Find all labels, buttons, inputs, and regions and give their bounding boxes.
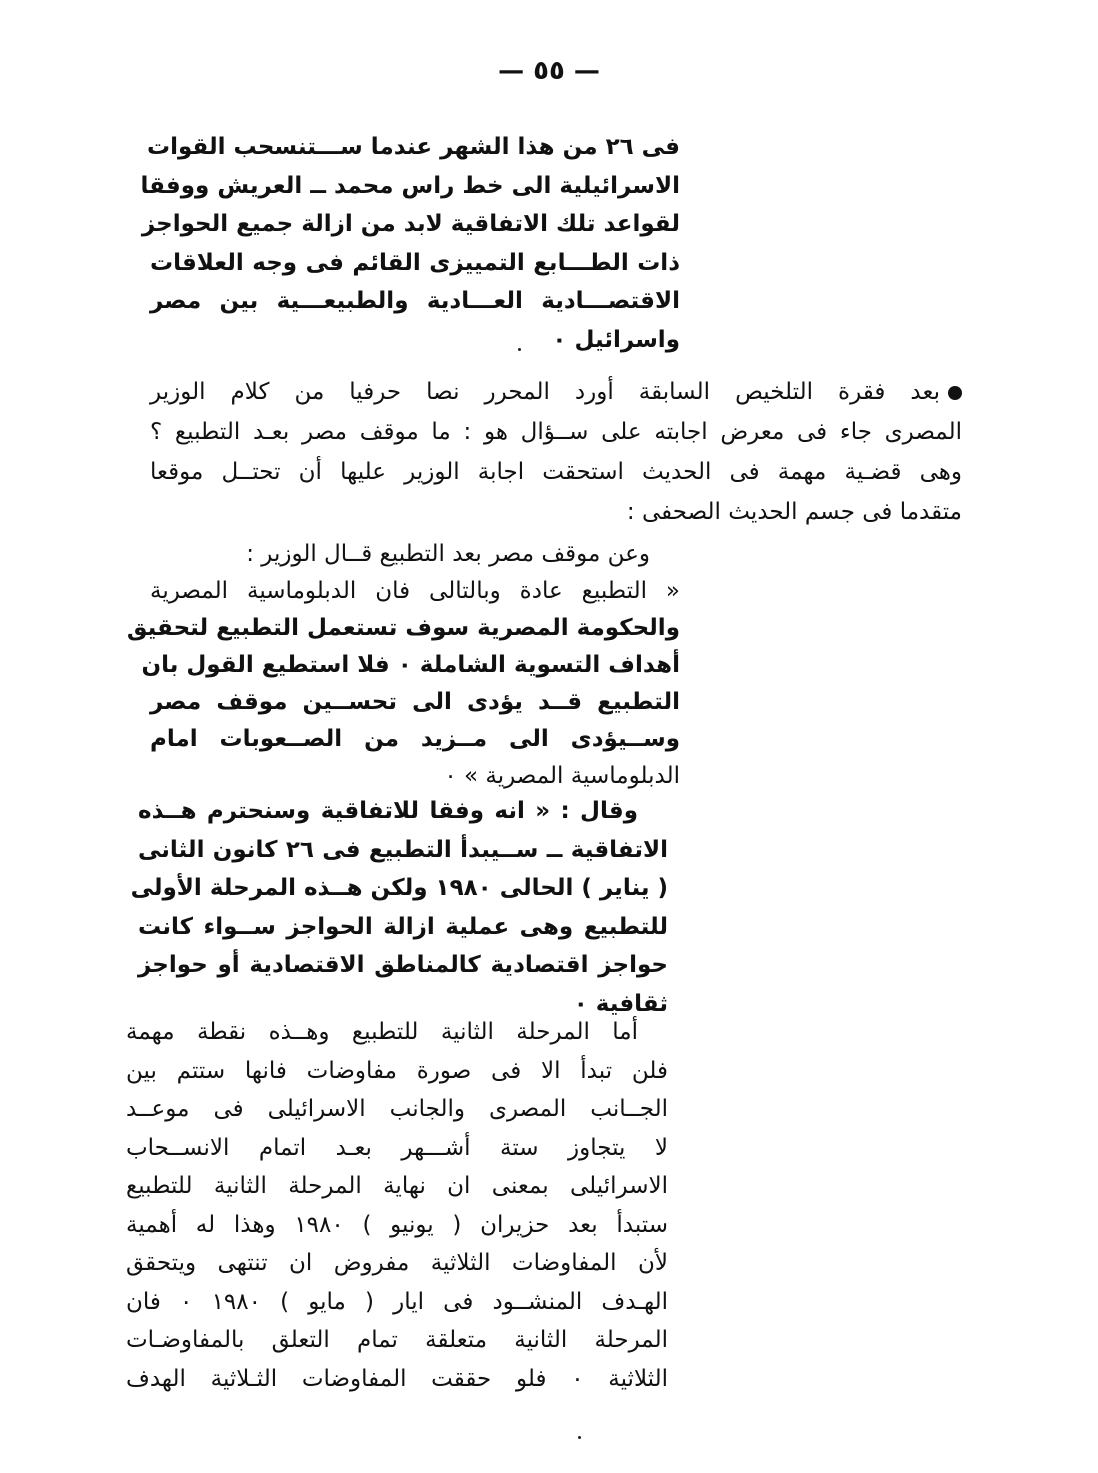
paragraph-3 <box>126 536 680 795</box>
paragraph-line: ذات الطـــابع التمييزى القائم فى وجه العلاقات <box>150 249 680 276</box>
paragraph-5 <box>126 1013 668 1398</box>
paragraph-1 <box>140 128 680 359</box>
paragraph-line: الاقتصـــادية العـــادية والطبيعـــية بين مصر <box>150 288 680 314</box>
paragraph-line: الدبلوماسية المصرية » ٠ <box>444 763 680 789</box>
paragraph-line: لا يتجاوز ستة أشـــهر بعـد اتمام الانســحاب <box>126 1134 668 1161</box>
paragraph-line: « التطبيع عادة وبالتالى فان الدبلوماسية المصرية <box>150 578 680 604</box>
paragraph-line: متقدما فى جسم الحديث الصحفى : <box>626 499 962 525</box>
paragraph-line: واسرائيل ٠ <box>552 326 680 353</box>
paragraph-line: وســيؤدى الى مــزيد من الصــعوبات امام <box>150 726 680 752</box>
paragraph-line: ستبدأ بعد حزيران ( يونيو ) ١٩٨٠ وهذا له أهمية <box>126 1211 668 1238</box>
paragraph-line: التطبيع قــد يؤدى الى تحســين موقف مصر <box>150 689 680 715</box>
paragraph-line: وهى قضـية مهمة فى الحديث استحقت اجابة الوزير عليها أن تحتــل موقعا <box>150 459 962 485</box>
paragraph-line: ثقافية ٠ <box>573 990 668 1017</box>
paragraph-line: الاسرائيلية الى خط راس محمد ــ العريش ووفقا <box>140 172 680 199</box>
paragraph-line: الجــانب المصرى والجانب الاسرائيلى فى موعــد <box>126 1096 668 1122</box>
paragraph-line: الاسرائيلى بمعنى ان نهاية المرحلة الثانية للتطبيع <box>126 1173 668 1199</box>
page-number: — ٥٥ — <box>498 56 600 86</box>
paragraph-line: والحكومة المصرية سوف تستعمل التطبيع لتحقيق <box>126 615 680 641</box>
paragraph-line: الثلاثية ٠ فلو حققت المفاوضات الثـلاثية الهدف <box>126 1365 669 1392</box>
paragraph-line: لقواعد تلك الاتفاقية لابد من ازالة جميع الحواجز <box>141 211 680 237</box>
bullet-icon <box>948 386 962 400</box>
paragraph-line: المصرى جاء فى معرض اجابته على ســؤال هو : ما موقف مصر بعـد التطبيع ؟ <box>150 419 962 445</box>
paragraph-4 <box>130 792 668 1023</box>
paragraph-line: أهداف التسوية الشاملة ٠ فلا استطيع القول بان <box>141 652 680 678</box>
paragraph-line: فلن تبدأ الا فى صورة مفاوضات فانها ستتم بين <box>126 1057 668 1084</box>
paragraph-line: لأن المفاوضات الثلاثية مفروض ان تنتهى ويتحقق <box>126 1250 668 1276</box>
paragraph-line-text: بعد فقرة التلخيص السابقة أورد المحرر نصا حرفيا من كلام الوزير <box>150 379 940 405</box>
paragraph-2 <box>150 372 962 532</box>
paragraph-line: الهـدف المنشــود فى ايار ( مايو ) ١٩٨٠ ٠ فان <box>126 1288 669 1315</box>
paragraph-line: وقال : « انه وفقا للاتفاقية وسنحترم هــذه <box>138 798 638 824</box>
paragraph-line: فى ٢٦ من هذا الشهر عندما ســـتنسحب القوات <box>147 134 680 160</box>
paragraph-line: الاتفاقية ــ ســيبدأ التطبيع فى ٢٦ كانون الثانى <box>138 836 668 863</box>
paragraph-line: المرحلة الثانية متعلقة تمام التعلق بالمفاوضـات <box>126 1327 668 1353</box>
paragraph-line: أما المرحلة الثانية للتطبيع وهــذه نقطة مهمة <box>126 1019 638 1045</box>
scan-speck <box>518 348 521 351</box>
scan-speck <box>578 1436 581 1439</box>
paragraph-line: وعن موقف مصر بعد التطبيع قــال الوزير : <box>246 541 650 567</box>
paragraph-line: ( يناير ) الحالى ١٩٨٠ ولكن هــذه المرحلة الأولى <box>130 875 668 901</box>
paragraph-line: حواجز اقتصادية كالمناطق الاقتصادية أو حواجز <box>138 952 668 978</box>
paragraph-line <box>150 372 962 412</box>
paragraph-line: للتطبيع وهى عملية ازالة الحواجز ســواء كانت <box>138 913 668 940</box>
